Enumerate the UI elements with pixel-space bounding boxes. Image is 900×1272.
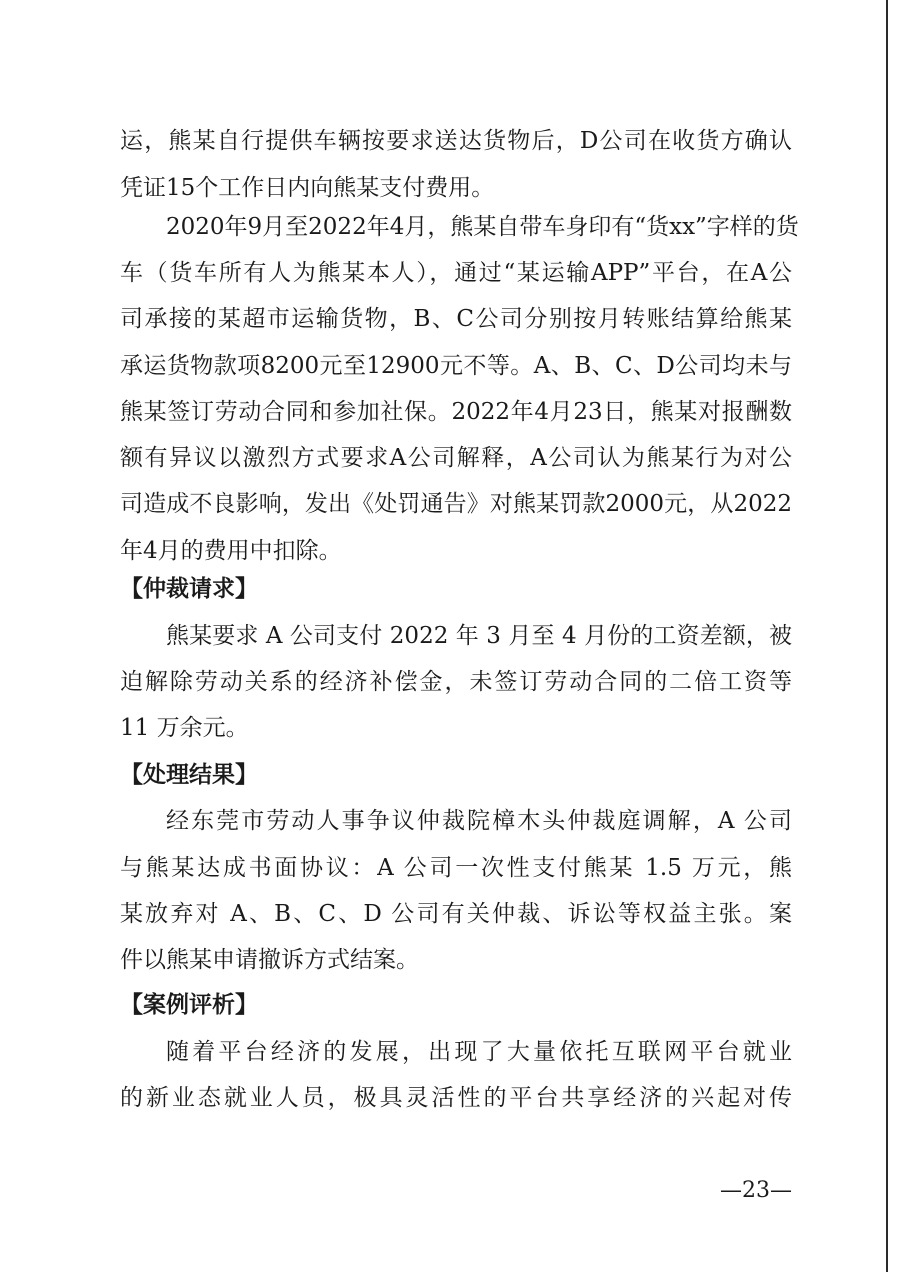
paragraph-line: 司造成不良影响，发出《处罚通告》对熊某罚款2000元，从2022: [120, 491, 792, 517]
paragraph-line: 11 万余元。: [120, 715, 249, 741]
paragraph-line: 凭证15个工作日内向熊某支付费用。: [120, 175, 495, 201]
paragraph-line: 熊某签订劳动合同和参加社保。2022年4月23日，熊某对报酬数: [120, 399, 792, 425]
paragraph-line: 年4月的费用中扣除。: [120, 538, 342, 564]
paragraph-line: 与熊某达成书面协议：A 公司一次性支付熊某 1.5 万元，熊: [120, 855, 792, 881]
paragraph-line: 承运货物款项8200元至12900元不等。A、B、C、D公司均未与: [120, 353, 792, 379]
paragraph-line: 经东莞市劳动人事争议仲裁院樟木头仲裁庭调解，A 公司: [166, 808, 792, 834]
section-heading: 【处理结果】: [120, 762, 258, 788]
section-heading: 【仲裁请求】: [120, 576, 258, 602]
paragraph-line: 熊某要求 A 公司支付 2022 年 3 月至 4 月份的工资差额，被: [166, 623, 792, 649]
paragraph-line: 随着平台经济的发展，出现了大量依托互联网平台就业: [166, 1039, 792, 1065]
paragraph-line: 车（货车所有人为熊某本人），通过“某运输APP”平台，在A公: [120, 260, 792, 286]
page-number: —23—: [720, 1178, 792, 1203]
paragraph-line: 迫解除劳动关系的经济补偿金，未签订劳动合同的二倍工资等: [120, 669, 792, 695]
paragraph-line: 的新业态就业人员，极具灵活性的平台共享经济的兴起对传: [120, 1085, 792, 1111]
paragraph-line: 2020年9月至2022年4月，熊某自带车身印有“货xx”字样的货: [166, 214, 799, 240]
paragraph-line: 某放弃对 A、B、C、D 公司有关仲裁、诉讼等权益主张。案: [120, 901, 792, 927]
paragraph-line: 额有异议以激烈方式要求A公司解释，A公司认为熊某行为对公: [120, 445, 792, 471]
paragraph-line: 件以熊某申请撤诉方式结案。: [120, 947, 419, 973]
section-heading: 【案例评析】: [120, 992, 258, 1018]
paragraph-line: 司承接的某超市运输货物，B、C公司分别按月转账结算给熊某: [120, 306, 792, 332]
scan-edge-line: [886, 0, 888, 1272]
paragraph-line: 运，熊某自行提供车辆按要求送达货物后，D公司在收货方确认: [120, 128, 792, 154]
